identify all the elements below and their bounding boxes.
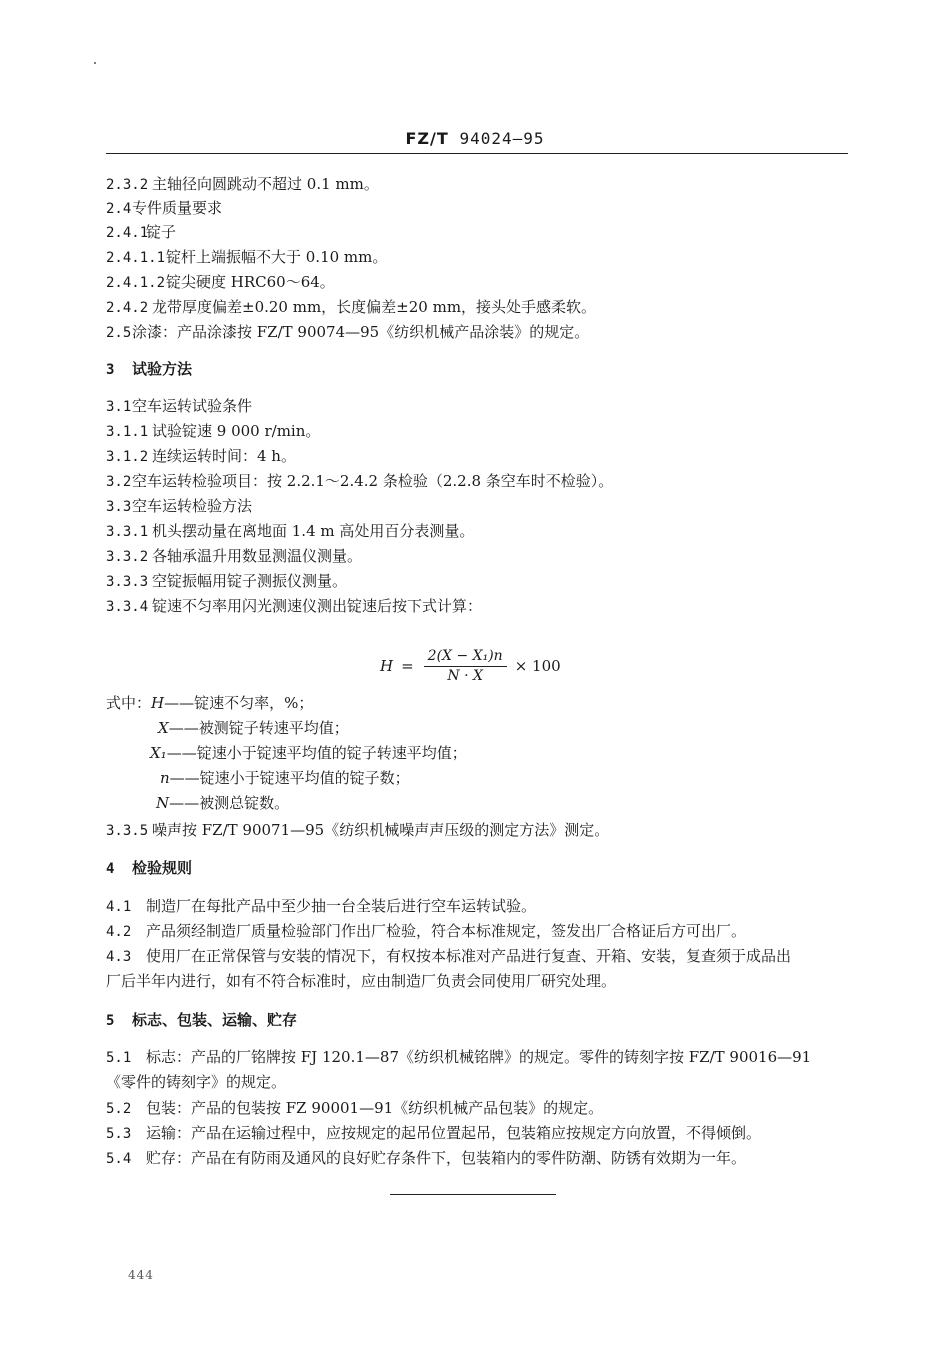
- section-3-heading: [106, 359, 192, 380]
- clause-text: 主轴径向圆跳动不超过 0.1 mm。: [152, 175, 379, 193]
- definition-symbol: X: [158, 719, 169, 737]
- clause-2-3-2: [106, 174, 379, 195]
- clause-3-3-5: [106, 820, 609, 841]
- clause-3-2: [106, 471, 613, 492]
- definitions-intro: 式中：: [106, 694, 152, 712]
- clause-text: 龙带厚度偏差±0.20 mm，长度偏差±20 mm，接头处手感柔软。: [152, 298, 597, 316]
- clause-number: 3.3.4: [106, 599, 149, 615]
- clause-text: 空车运转试验条件: [132, 397, 253, 415]
- header-number: 94024—95: [459, 129, 545, 148]
- clause-text: 锭尖硬度 HRC60～64。: [166, 273, 335, 291]
- clause-5-1: [106, 1047, 811, 1068]
- clause-3-3-2: [106, 546, 362, 567]
- clause-text: 空车运转检验项目：按 2.2.1～2.4.2 条检验（2.2.8 条空车时不检验）。: [132, 472, 614, 490]
- clause-4-3: [106, 946, 791, 967]
- header-rule: [106, 153, 848, 154]
- clause-number: 5.2: [106, 1101, 132, 1117]
- clause-number: 2.4.2: [106, 300, 149, 316]
- clause-number: 2.4.1: [106, 225, 149, 241]
- definition-text: 被测锭子转速平均值；: [198, 719, 349, 737]
- formula-denominator: N · X: [447, 668, 483, 684]
- clause-5-1-continued: [106, 1072, 286, 1092]
- definition-row: [150, 743, 467, 763]
- clause-text: 锭速不匀率用闪光测速仪测出锭速后按下式计算：: [152, 597, 483, 615]
- clause-3-3-3: [106, 571, 347, 592]
- clause-text: 各轴承温升用数显测温仪测量。: [152, 547, 363, 565]
- clause-2-5: [106, 322, 589, 343]
- section-5-heading: [106, 1010, 297, 1031]
- clause-number: 3.3.2: [106, 549, 149, 565]
- clause-number: 2.5: [106, 325, 132, 341]
- clause-number: 2.4.1.1: [106, 250, 166, 266]
- clause-text: 制造厂在每批产品中至少抽一台全装后进行空车运转试验。: [146, 897, 537, 915]
- definition-dash: ——: [169, 769, 200, 787]
- definition-symbol: H: [151, 694, 165, 712]
- definition-text: 锭速小于锭速平均值的锭子转速平均值；: [196, 744, 467, 762]
- clause-text: 包装：产品的包装按 FZ 90001—91《纺织机械产品包装》的规定。: [146, 1099, 604, 1117]
- clause-number: 3.1: [106, 399, 132, 415]
- section-title: 试验方法: [132, 360, 193, 378]
- header-prefix: FZ/T: [405, 129, 449, 148]
- clause-2-4-2: [106, 297, 596, 318]
- definition-dash: ——: [164, 694, 195, 712]
- definition-text: 被测总锭数。: [199, 794, 290, 812]
- clause-number: 3.1.2: [106, 449, 149, 465]
- definition-text: 锭速小于锭速平均值的锭子数；: [199, 769, 410, 787]
- definition-row: [158, 718, 349, 738]
- clause-5-2: [106, 1098, 603, 1119]
- clause-number: 5.1: [106, 1050, 132, 1066]
- clause-text: 噪声按 FZ/T 90071—95《纺织机械噪声声压级的测定方法》测定。: [152, 821, 610, 839]
- clause-text: 贮存：产品在有防雨及通风的良好贮存条件下，包装箱内的零件防潮、防锈有效期为一年。: [146, 1149, 747, 1167]
- clause-text: 使用厂在正常保管与安装的情况下，有权按本标准对产品进行复查、开箱、安装，复查须于成品出: [146, 947, 792, 965]
- clause-3-1: [106, 396, 252, 417]
- clause-number: 2.3.2: [106, 177, 149, 193]
- clause-number: 4.3: [106, 949, 132, 965]
- clause-text: 机头摆动量在离地面 1.4 m 高处用百分表测量。: [152, 522, 475, 540]
- clause-3-3-4: [106, 596, 482, 617]
- clause-text: 《零件的铸刻字》的规定。: [106, 1073, 287, 1091]
- clause-number: 4.2: [106, 924, 132, 940]
- clause-number: 3.3.1: [106, 524, 149, 540]
- clause-text: 锭子: [146, 223, 177, 241]
- end-rule: [390, 1194, 556, 1195]
- clause-2-4-1-1: [106, 247, 387, 268]
- clause-4-2: [106, 921, 746, 942]
- formula-equals: =: [401, 657, 414, 675]
- clause-3-1-1: [106, 421, 320, 442]
- definition-dash: ——: [166, 744, 197, 762]
- clause-number: 4.1: [106, 899, 132, 915]
- clause-text: 空车运转检验方法: [132, 497, 253, 515]
- clause-text: 试验锭速 9 000 r/min。: [152, 422, 321, 440]
- clause-number: 3.3: [106, 499, 132, 515]
- clause-2-4-1: [106, 222, 176, 243]
- clause-4-3-continued: [106, 971, 616, 991]
- definition-symbol: X₁: [150, 744, 167, 762]
- clause-text: 专件质量要求: [132, 199, 223, 217]
- clause-5-3: [106, 1123, 761, 1144]
- clause-number: 5.4: [106, 1151, 132, 1167]
- clause-5-4: [106, 1148, 746, 1169]
- clause-text: 连续运转时间：4 h。: [152, 447, 296, 465]
- clause-number: 2.4.1.2: [106, 275, 166, 291]
- clause-number: 3.3.5: [106, 823, 149, 839]
- clause-text: 运输：产品在运输过程中，应按规定的起吊位置起吊，包装箱应按规定方向放置，不得倾倒。: [146, 1124, 762, 1142]
- definition-dash: ——: [168, 719, 199, 737]
- clause-3-3-1: [106, 521, 474, 542]
- clause-2-4: [106, 198, 222, 219]
- definition-symbol: n: [160, 769, 170, 787]
- formula-numerator: 2(X − X₁)n: [424, 648, 507, 667]
- speed-unevenness-formula: [380, 648, 561, 684]
- section-number: 5: [106, 1013, 115, 1029]
- page-number: 444: [128, 1268, 154, 1282]
- clause-text: 空锭振幅用锭子测振仪测量。: [152, 572, 348, 590]
- formula-lhs: H: [380, 657, 394, 675]
- definition-row: [160, 768, 410, 788]
- clause-2-4-1-2: [106, 272, 335, 293]
- definition-row: [106, 693, 313, 713]
- clause-text: 产品须经制造厂质量检验部门作出厂检验，符合本标准规定，签发出厂合格证后方可出厂。: [146, 922, 747, 940]
- definition-row: [156, 793, 289, 813]
- section-title: 检验规则: [132, 859, 193, 877]
- clause-number: 3.3.3: [106, 574, 149, 590]
- clause-3-1-2: [106, 446, 296, 467]
- clause-number: 2.4: [106, 201, 132, 217]
- clause-number: 3.2: [106, 474, 132, 490]
- standard-header: [0, 129, 950, 148]
- clause-text: 厂后半年内进行，如有不符合标准时，应由制造厂负责会同使用厂研究处理。: [106, 972, 617, 990]
- definition-text: 锭速不匀率，%；: [194, 694, 314, 712]
- formula-multiplier: × 100: [514, 657, 561, 675]
- section-number: 3: [106, 362, 115, 378]
- clause-3-3: [106, 496, 252, 517]
- clause-text: 涂漆：产品涂漆按 FZ/T 90074—95《纺织机械产品涂装》的规定。: [132, 323, 590, 341]
- clause-4-1: [106, 896, 536, 917]
- definition-dash: ——: [169, 794, 200, 812]
- clause-text: 标志：产品的厂铭牌按 FJ 120.1—87《纺织机械铭牌》的规定。零件的铸刻字按 FZ/T 90016—91: [146, 1048, 812, 1066]
- clause-text: 锭杆上端振幅不大于 0.10 mm。: [166, 248, 388, 266]
- section-4-heading: [106, 858, 192, 879]
- section-title: 标志、包装、运输、贮存: [132, 1011, 298, 1029]
- section-number: 4: [106, 861, 115, 877]
- clause-number: 5.3: [106, 1126, 132, 1142]
- definition-symbol: N: [156, 794, 170, 812]
- scan-speck: [94, 62, 96, 64]
- clause-number: 3.1.1: [106, 424, 149, 440]
- formula-fraction: [424, 648, 507, 684]
